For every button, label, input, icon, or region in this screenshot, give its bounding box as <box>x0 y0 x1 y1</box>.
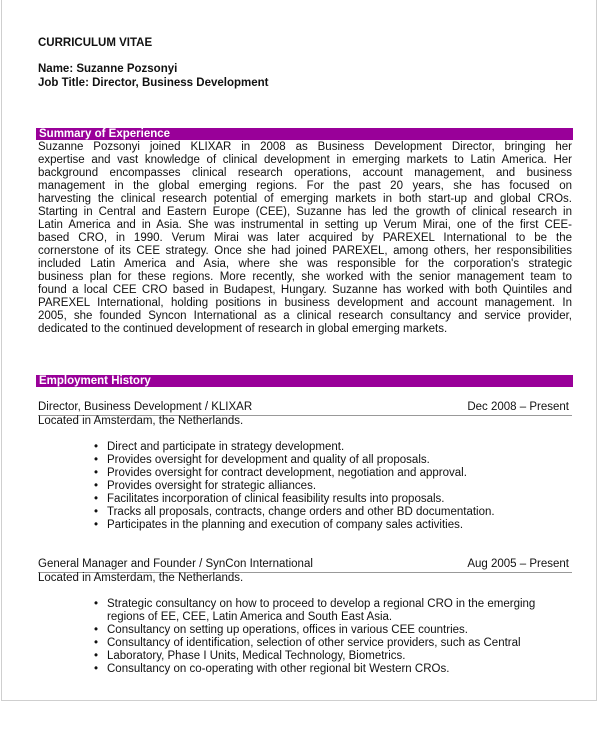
bullet-icon: • <box>94 480 99 492</box>
summary-line: 2005, she founded Syncon International as a clinical research consultancy and service provider, <box>38 310 572 322</box>
document-title: CURRICULUM VITAE <box>38 37 153 49</box>
bullet-text: Provides oversight for contract development, negotiation and approval. <box>107 467 467 479</box>
job-responsibilities <box>92 441 574 532</box>
job-header <box>38 557 569 571</box>
summary-line: Starting in Central and Eastern Europe (CEE), Suzanne has led the growth of clinical research in <box>38 206 572 218</box>
bullet-text: Direct and participate in strategy development. <box>107 441 345 453</box>
list-item <box>92 598 574 624</box>
summary-line: business plan for these regions. More recently, she worked with the senior management team to <box>38 271 572 283</box>
summary-line: PAREXEL International, holding positions in business development and account management. In <box>38 297 572 309</box>
bullet-icon: • <box>94 650 99 662</box>
list-item <box>92 454 574 467</box>
list-item <box>92 441 574 454</box>
job-dates: Aug 2005 – Present <box>467 558 569 570</box>
job-dates: Dec 2008 – Present <box>467 401 569 413</box>
summary-line: included Latin America and Asia, where she was responsible for the corporation's strategic <box>38 258 572 270</box>
bullet-icon: • <box>94 637 99 649</box>
list-item <box>92 467 574 480</box>
bullet-icon: • <box>94 454 99 466</box>
bullet-text: Participates in the planning and execution of company sales activities. <box>107 519 464 531</box>
bullet-text: Facilitates incorporation of clinical feasibility results into proposals. <box>107 493 445 505</box>
bullet-text: Provides oversight for development and quality of all proposals. <box>107 454 430 466</box>
list-item <box>92 663 574 676</box>
bullet-text: Consultancy of identification, selection of other service providers, such as Central <box>107 637 521 649</box>
summary-line: cornerstone of its CEE strategy. Once she had joined PAREXEL, among others, her responsibilities <box>38 245 572 257</box>
summary-line: based CRO, in 1990. Verum Mirai was later acquired by PAREXEL International to be the <box>38 232 572 244</box>
summary-line: background encompasses clinical research operations, account management, and business <box>38 167 572 179</box>
list-item <box>92 624 574 637</box>
bullet-icon: • <box>94 624 99 636</box>
summary-line: harvesting the clinical research potential of emerging markets in both start-up and global CROs. <box>38 193 572 205</box>
job-title: General Manager and Founder / SynCon International <box>38 558 313 570</box>
bullet-icon: • <box>94 598 99 610</box>
bullet-icon: • <box>94 506 99 518</box>
job-responsibilities <box>92 598 574 676</box>
bullet-icon: • <box>94 519 99 531</box>
summary-line: management in the global emerging regions. For the past 20 years, she has focused on <box>38 180 572 192</box>
summary-line: expertise and vast knowledge of clinical development in emerging markets to Latin America. Her <box>38 154 572 166</box>
bullet-text: Provides oversight for strategic alliances. <box>107 480 317 492</box>
list-item <box>92 650 574 663</box>
summary-line: found a local CEE CRO based in Budapest, Hungary. Suzanne has worked with both Quintiles and <box>38 284 572 296</box>
job-location: Located in Amsterdam, the Netherlands. <box>38 415 244 427</box>
bullet-text: Laboratory, Phase I Units, Medical Technology, Biometrics. <box>107 650 406 662</box>
bullet-text: Consultancy on setting up operations, offices in various CEE countries. <box>107 624 468 636</box>
page-border <box>1 0 597 701</box>
job-title: Director, Business Development / KLIXAR <box>38 401 253 413</box>
bullet-text: Tracks all proposals, contracts, change orders and other BD documentation. <box>107 506 495 518</box>
job-header <box>38 400 569 414</box>
summary-line: Suzanne Pozsonyi joined KLIXAR in 2008 as Business Development Director, bringing her <box>38 141 572 153</box>
bullet-icon: • <box>94 663 99 675</box>
bullet-text: Strategic consultancy on how to proceed to develop a regional CRO in the emerging regions of EE, CEE, Latin America and South East Asia. <box>107 598 536 623</box>
bullet-text: Consultancy on co-operating with other regional bit Western CROs. <box>107 663 450 675</box>
list-item <box>92 506 574 519</box>
employment-section-header: Employment History <box>36 375 573 387</box>
list-item <box>92 493 574 506</box>
summary-line: Latin America and in Asia. She was instrumental in setting up Verum Mirai, one of the first CEE- <box>38 219 572 231</box>
candidate-name: Name: Suzanne Pozsonyi <box>38 63 178 75</box>
summary-line: dedicated to the continued development of research in global emerging markets. <box>38 323 448 335</box>
list-item <box>92 637 574 650</box>
job-location: Located in Amsterdam, the Netherlands. <box>38 572 244 584</box>
bullet-icon: • <box>94 441 99 453</box>
bullet-icon: • <box>94 493 99 505</box>
candidate-job-title: Job Title: Director, Business Development <box>38 77 269 89</box>
summary-section-header: Summary of Experience <box>36 128 573 140</box>
summary-paragraph <box>38 141 572 336</box>
list-item <box>92 519 574 532</box>
bullet-icon: • <box>94 467 99 479</box>
list-item <box>92 480 574 493</box>
